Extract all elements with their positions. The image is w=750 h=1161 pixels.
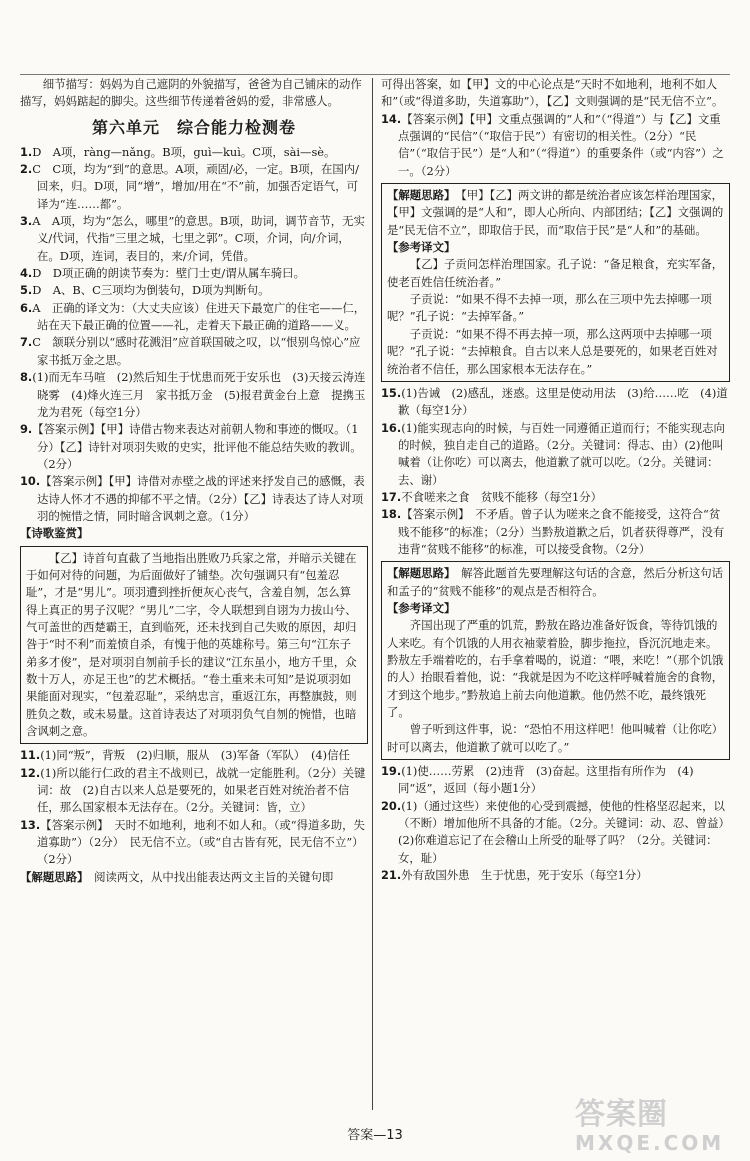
answer-item: 12.(1)所以能行仁政的君主不战则已，战就一定能胜利。（2分）关键词：故 (2)自古以来人总是要死的，如果老百姓对统治者不信任，那么国家根本无法存在。（2分。关键词：皆，立） [20, 765, 366, 815]
answer-item: 16.(1)能实现志向的时候，与百姓一同遵循正道而行；不能实现志向的时候，独自走自己的道路。（2分。关键词：得志、由）(2)他叫喊着（让你吃）可以离去，他道歉了就可以吃。（2分。关键词：去、谢） [381, 420, 725, 487]
reasoning-box-2 [381, 561, 730, 760]
answer-item: 18.【答案示例】 不矛盾。曾子认为嗟来之食不能接受，这符合“贫贱不能移”的标准；（2分）当黔敖道歉之后，饥者获得尊严，没有违背“贫贱不能移”的标准，可以接受食物。（2分） [381, 507, 725, 556]
translation-paragraph: 【乙】子贡问怎样治理国家。孔子说：“备足粮食，充实军备，使老百姓信任统治者。” [387, 257, 724, 289]
answer-item: 10.【答案示例】【甲】诗借对赤壁之战的评述来抒发自己的感慨，表达诗人怀才不遇的抑郁不平之情。（2分）【乙】诗表达了诗人对项羽的惋惜之情，同时暗含讽刺之意。（1分） [20, 474, 365, 523]
answer-item: 2.C C项，均为“到”的意思。A项，顽固/必，一定。B项，在国内/回来，归。D项，同“增”，增加/用在“不”前，加强否定语气，可译为“连……都”。 [20, 162, 359, 211]
continued-text: 可得出答案，如【甲】文的中心论点是“天时不如地利，地利不如人和”（或“得道多助，失道寡助”），【乙】文则强调的是“民无信不立”。 [381, 77, 724, 109]
watermark-line2: MXQE.COM [575, 1131, 725, 1155]
translation-paragraph: 子贡说：“如果不得不去掉一项，那么在三项中先去掉哪一项呢？”孔子说：“去掉军备。” [387, 292, 712, 324]
answer-item: 4.D D项正确的朗读节奏为：壁门士吏/谓从属车骑曰。 [20, 266, 305, 281]
answer-item: 1.D A项，ràng—nǎng。B项，guì—kuì。C项，sài—sè。 [20, 144, 336, 159]
answer-item: 21.外有敌国外患 生于忧患，死于安乐（每空1分） [381, 868, 648, 883]
left-column [20, 76, 368, 886]
appreciation-label: 【诗歌鉴赏】 [20, 526, 89, 541]
translation-paragraph: 曾子听到这件事，说：“恐怕不用这样吧！他叫喊着（让你吃）时可以离去，他道歉了就可以吃了。” [387, 722, 724, 754]
watermark-logo [575, 1098, 745, 1158]
column-divider [372, 78, 373, 1110]
watermark-line1: 答案圈 [575, 1097, 668, 1132]
reasoning-text: 【甲】【乙】两文讲的都是统治者应该怎样治理国家，【甲】文强调的是“人和”，即人心所向、内部团结；【乙】文强调的是“民无信不立”，即取信于民，而“取信于民”是“人和”的基础。 [387, 188, 724, 237]
answer-item: 9.【答案示例】【甲】诗借古物来表达对前朝人物和事迹的慨叹。（1分）【乙】诗针对项羽失败的史实，批评他不能总结失败的教训。（2分） [20, 422, 362, 471]
unit-title: 第六单元 综合能力检测卷 [91, 117, 296, 137]
answer-item: 7.C 颔联分别以“感时花溅泪”应首联国破之叹，以“恨别鸟惊心”应家书抵万金之思。 [20, 335, 361, 367]
appreciation-text: 【乙】诗首句直截了当地指出胜败乃兵家之常，并暗示关键在于如何对待的问题，为后面做好了铺垫。次句强调只有“包羞忍耻”，才是“男儿”。项羽遭到挫折便灰心丧气，含羞自刎，怎么算得上真正的男子汉呢？“男儿”二字，令人联想到自诩为力拔山兮、气可盖世的西楚霸王，直到临死，还未找到自己失败的原因，却归咎于“时不利”而羞愤自杀，有愧于他的英雄称号。第三句“江东子弟多才俊”，是对项羽自刎前手长的建议“江东虽小，地方千里，众数十万人，亦足王也”的艺术概括。“卷土重来未可知”是说项羽如果能面对现实，“包羞忍耻”，采纳忠言，重返江东，再整旗鼓，则胜负之数，或未易量。这首诗表达了对项羽负气自刎的惋惜，也暗含讽刺之意。 [26, 550, 357, 739]
answer-item: 13.【答案示例】 天时不如地利，地利不如人和。（或“得道多助，失道寡助”）（2分） 民无信不立。（或“自古皆有死，民无信不立”）（2分） [20, 817, 365, 867]
reasoning-line: 【解题思路】 阅读两文，从中找出能表达两文主旨的关键句即 [20, 869, 334, 884]
appreciation-box [20, 546, 368, 745]
answer-list-1 [20, 144, 368, 526]
right-column [381, 76, 730, 884]
translation-paragraph: 子贡说：“如果不得不再去掉一项，那么这两项中去掉哪一项呢？”孔子说：“去掉粮食。自古以来人总是要死的，如果老百姓对统治者不信任，那么国家根本无法存在。” [387, 326, 718, 376]
answer-item: 15.(1)告诫 (2)感乱，迷惑。这里是使动用法 (3)给……吃 (4)道歉（每空1分） [381, 385, 728, 418]
translation-label: 【参考译文】 [387, 600, 456, 615]
reasoning-label: 【解题思路】 [387, 188, 450, 203]
answer-item: 3.A A项，均为“怎么，哪里”的意思。B项，助词，调节音节，无实义/代词，代指“三里之城，七里之郭”。C项，介词，向/介词，在。D项，连词，表目的，来/介词，凭借。 [20, 214, 365, 263]
answer-item: 6.A 正确的译文为：（大丈夫应该）住进天下最宽广的住宅——仁，站在天下最正确的位置——礼，走着天下最正确的道路——义。 [20, 300, 366, 333]
reasoning-label: 【解题思路】 [387, 566, 450, 581]
answer-item: 8.(1)而无车马喧 (2)然后知生于忧患而死于安乐也 (3)天接云涛连晓雾 (4)烽火连三月 家书抵万金 (5)报君黄金台上意 提携玉龙为君死（每空1分） [20, 370, 366, 419]
answer-item: 14.【答案示例】【甲】文重点强调的“人和”（“得道”）与【乙】文重点强调的“民信”（“取信于民”）有密切的相关性。（2分）“民信”（“取信于民”）是“人和”（“得道”）的重要条件（或“内容”）之一。（2分） [381, 111, 724, 178]
top-rule [20, 74, 730, 75]
answer-item: 17.不食嗟来之食 贫贱不能移（每空1分） [381, 489, 603, 504]
answer-item: 11.(1)同“叛”，背叛 (2)归顺，服从 (3)军备（军队） (4)信任 [20, 748, 350, 763]
answer-list-2 [20, 747, 368, 868]
translation-label: 【参考译文】 [387, 240, 456, 255]
answer-item: 20.(1)（通过这些）来使他的心受到震撼，使他的性格坚忍起来，以（不断）增加他所不具备的才能。（2分。关键词：动、忍、曾益）(2)你难道忘记了在会稽山上所受的耻辱了吗？（2分。关键词：女，耻） [381, 798, 730, 865]
answer-item: 5.D A、B、C三项均为倒装句，D项为判断句。 [20, 283, 270, 298]
reasoning-text: 解答此题首先要理解这句话的含意，然后分析这句话和孟子的“贫贱不能移”的观点是否相符合。 [387, 566, 724, 598]
translation-paragraph: 齐国出现了严重的饥荒，黔敖在路边准备好饭食，等待饥饿的人来吃。有个饥饿的人用衣袖蒙着脸，脚步拖拉，昏沉沉地走来。黔敖左手端着吃的，右手拿着喝的，说道：“喂，来吃！”（那个饥饿的人）抬眼看着他，说：“我就是因为不吃这样呼喊着施舍的食物，才到这个地步。”黔敖追上前去向他道歉。他仍然不吃，最终饿死了。 [387, 618, 724, 720]
page-number: 答案—13 [347, 1128, 403, 1143]
reasoning-box [381, 183, 730, 382]
intro-paragraph: 细节描写：妈妈为自己遮阴的外貌描写，爸爸为自己铺床的动作描写，妈妈踮起的脚尖。这些细节传递着爸妈的爱，非常感人。 [20, 77, 362, 109]
answer-item: 19.(1)使……劳累 (2)违背 (3)奋起。这里指有所作为 (4)同“返”，返回（每小题1分） [381, 764, 694, 796]
